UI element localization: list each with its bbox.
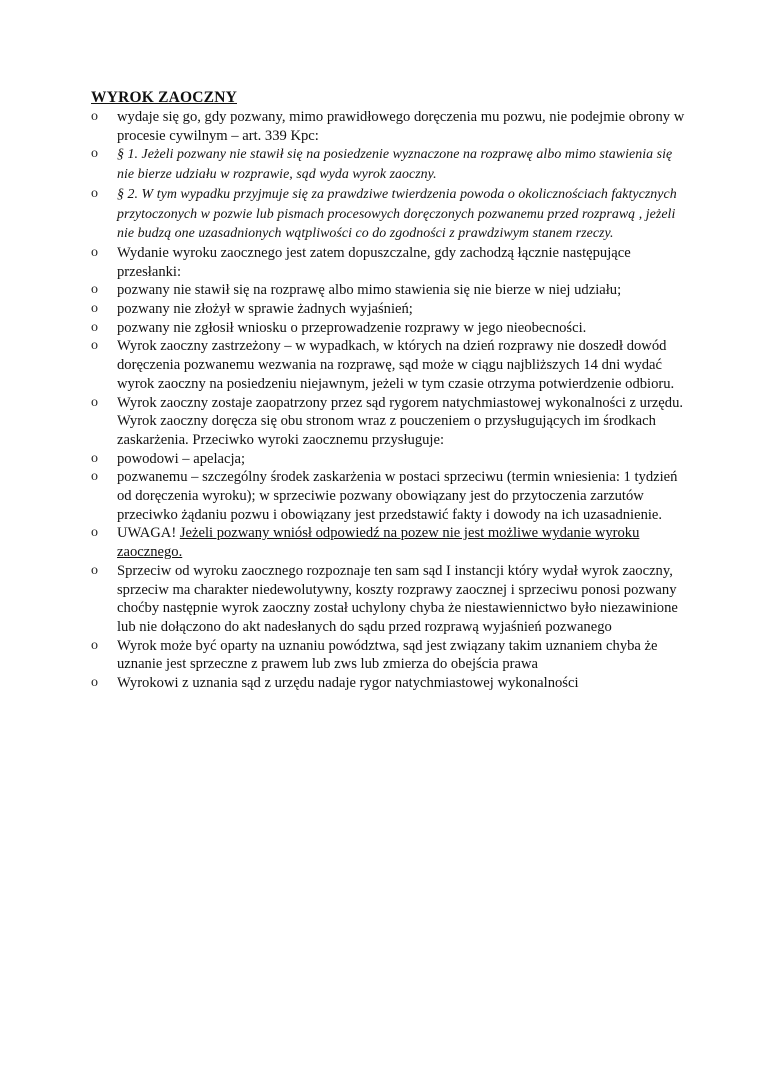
list-item-text: Wyrok zaoczny zastrzeżony – w wypadkach, w których na dzień rozprawy nie doszedł dowód doręczenia pozwanemu wezwania na rozprawę, sąd może w ciągu najbliższych 14 dni wydać wyrok zaoczny na posiedzeniu niejawnym, jeżeli w tym czasie otrzyma potwierdzenie odbioru. <box>117 338 675 392</box>
bullet-icon: o <box>91 244 98 260</box>
list-item <box>91 145 691 184</box>
bullet-icon: o <box>91 282 98 298</box>
warning-label: UWAGA! <box>117 525 180 542</box>
list-item <box>91 468 691 524</box>
bullet-icon: o <box>91 469 98 485</box>
list-item-text: Wyrok zaoczny zostaje zaopatrzony przez sąd rygorem natychmiastowej wykonalności z urzędu. Wyrok zaoczny doręcza się obu stronom wraz z pouczeniem o przysługujących im środkach zaskarżenia. Przeciwko wyroki zaocznemu przysługuje: <box>117 394 684 448</box>
bullet-icon: o <box>91 185 98 201</box>
bullet-icon: o <box>91 637 98 653</box>
list-item-text: Wydanie wyroku zaocznego jest zatem dopuszczalne, gdy zachodzą łącznie następujące przesłanki: <box>117 244 631 280</box>
list-item-text <box>117 525 639 560</box>
list-item-text: pozwanemu – szczególny środek zaskarżenia w postaci sprzeciwu (termin wniesienia: 1 tydzień od doręczenia wyroku); w sprzeciwie pozwany obowiązany jest do przytoczenia zarzutów przeciwko żądaniu pozwu i obowiązany jest przedstawić fakty i dowody na ich uzasadnienie. <box>117 469 678 523</box>
list-item <box>91 319 691 338</box>
list-item-text: pozwany nie stawił się na rozprawę albo mimo stawienia się nie bierze w niej udziału; <box>117 282 622 299</box>
bullet-icon: o <box>91 301 98 317</box>
list-item-text: powodowi – apelacja; <box>117 450 246 467</box>
list-item <box>91 394 691 450</box>
bullet-icon: o <box>91 525 98 541</box>
list-item-text: wydaje się go, gdy pozwany, mimo prawidłowego doręczenia mu pozwu, nie podejmie obrony w procesie cywilnym – art. 339 Kpc: <box>117 109 685 144</box>
list-item-text: pozwany nie zgłosił wniosku o przeprowadzenie rozprawy w jego nieobecności. <box>117 319 587 336</box>
list-item <box>91 108 691 145</box>
underlined-text: Jeżeli pozwany wniósł odpowiedź na pozew nie jest możliwe wydanie wyroku zaocznego. <box>117 525 640 561</box>
list-item-text: § 2. W tym wypadku przyjmuje się za prawdziwe twierdzenia powoda o okolicznościach faktycznych przytoczonych w pozwie lub pismach procesowych doręczonych pozwanemu przed rozprawą , jeżeli nie budzą one uzasadnionych wątpliwości co do zgodności z prawdziwym stanem rzeczy. <box>117 186 677 242</box>
list-item <box>91 244 691 281</box>
list-item-text: § 1. Jeżeli pozwany nie stawił się na posiedzenie wyznaczone na rozprawę albo mimo stawienia się nie bierze udziału w rozprawie, sąd wyda wyrok zaoczny. <box>117 147 673 183</box>
bullet-icon: o <box>91 562 98 578</box>
document-title: WYROK ZAOCZNY <box>91 89 237 106</box>
list-item-text: Wyrokowi z uznania sąd z urzędu nadaje rygor natychmiastowej wykonalności <box>117 675 579 692</box>
list-item <box>91 450 691 469</box>
bullet-icon: o <box>91 675 98 691</box>
list-item <box>91 281 691 300</box>
list-item-text: Sprzeciw od wyroku zaocznego rozpoznaje ten sam sąd I instancji który wydał wyrok zaoczny, sprzeciw ma charakter niedewolutywny, koszty rozprawy zaocznej i sprzeciwu ponosi pozwany choćby następnie wyrok zaoczny został uchylony chyba że niestawiennictwo było niezawinione lub nie dołączono do akt nadesłanych do sądu przed rozprawą wyjaśnień pozwanego <box>117 562 678 635</box>
list-item <box>91 524 691 561</box>
list-item <box>91 337 691 393</box>
list-item <box>91 637 691 674</box>
bullet-icon: o <box>91 338 98 354</box>
list-item <box>91 562 691 637</box>
bullet-icon: o <box>91 146 98 162</box>
list-item <box>91 674 691 693</box>
bullet-icon: o <box>91 109 98 124</box>
list-item-text: Wyrok może być oparty na uznaniu powództwa, sąd jest związany takim uznaniem chyba że uznanie jest sprzeczne z prawem lub zws lub zmierza do obejścia prawa <box>117 637 658 673</box>
list-item <box>91 300 691 319</box>
bullet-list <box>91 108 691 693</box>
bullet-icon: o <box>91 394 98 410</box>
bullet-icon: o <box>91 450 98 466</box>
bullet-icon: o <box>91 319 98 335</box>
list-item-text: pozwany nie złożył w sprawie żadnych wyjaśnień; <box>117 301 413 318</box>
list-item <box>91 185 691 244</box>
